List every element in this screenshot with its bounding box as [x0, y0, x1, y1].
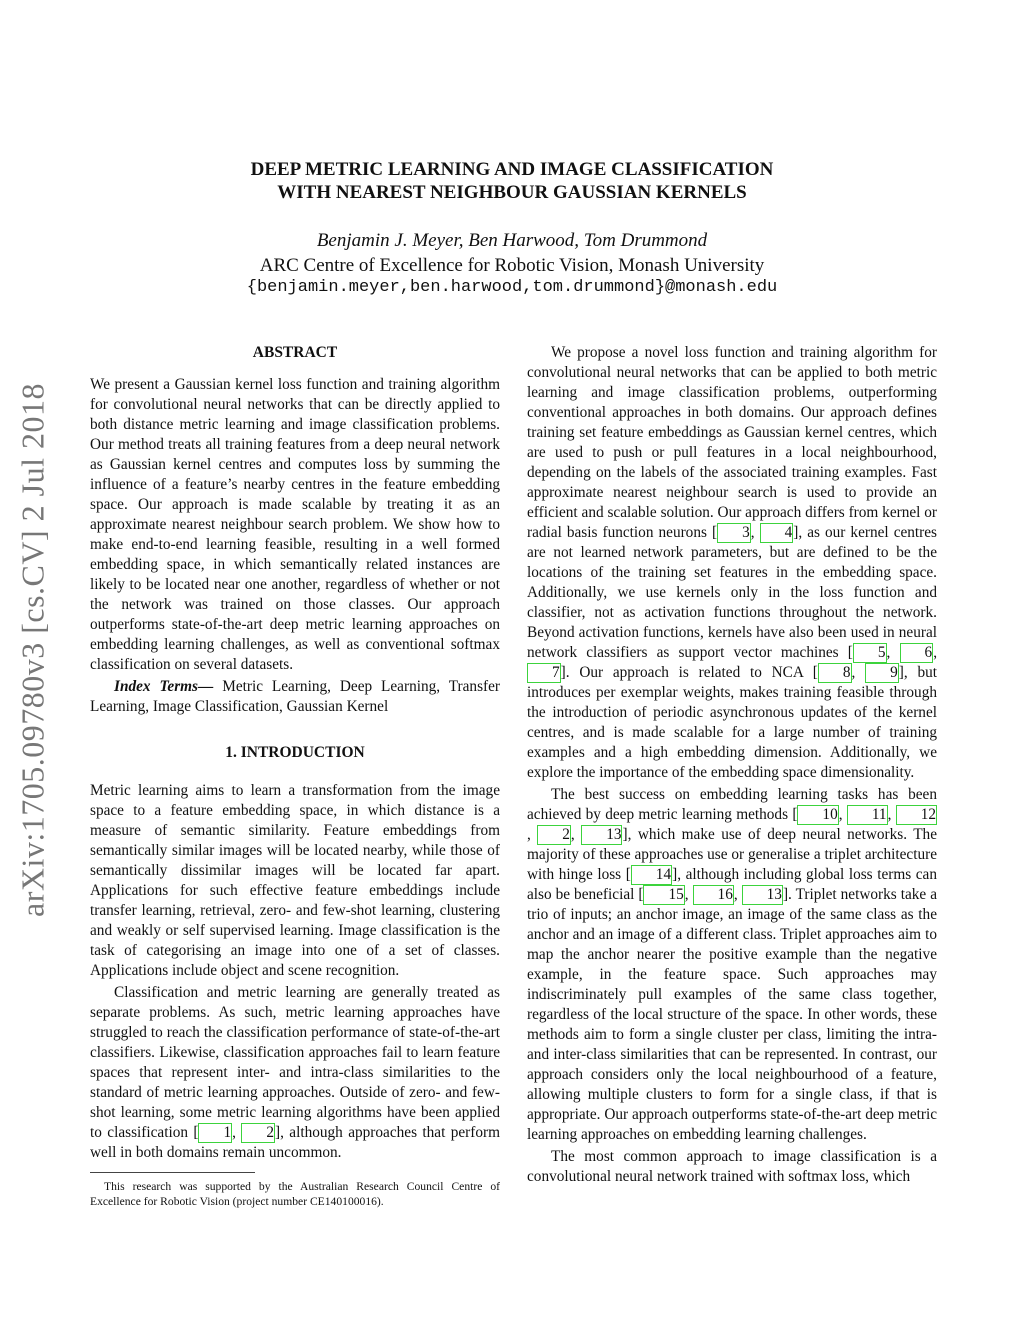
citation-link[interactable]: 5: [853, 643, 887, 663]
citation-link[interactable]: 4: [760, 523, 794, 543]
citation-link[interactable]: 13: [742, 885, 783, 905]
index-terms: [90, 677, 500, 717]
citation-link[interactable]: 3: [717, 523, 751, 543]
citation-link[interactable]: 1: [198, 1123, 232, 1143]
intro-paragraph-2: Classification and metric learning are generally treated as separate problems. As such, metric learning approaches have struggled to reach the classification performance of state-of-the-art classifiers. Likewise, classification approaches fail to learn feature spaces that represent inter- and intra-class similarities to the standard of metric learning approaches. Outside of zero- and few-shot learning, some metric learning algorithms have been applied to classification [ 1, 2], although approaches that perform well in both domains remain uncommon.: [90, 984, 500, 1161]
right-column: [527, 343, 937, 1187]
intro-paragraph-1: Metric learning aims to learn a transformation from the image space to a feature embedding space, in which distance is a measure of semantic similarity. Feature embeddings from semantically similar images will be located nearby, while those of semantically dissimilar images will be located far apart. Applications for such effective feature embeddings include transfer learning, retrieval, zero- and few-shot learning, clustering and weakly or self supervised learning. Image classification is the task of categorising an image into one of a set of classes. Applications include object and scene recognition.: [90, 782, 500, 979]
citation-link[interactable]: 8: [818, 663, 852, 683]
citation-link[interactable]: 7: [527, 663, 561, 683]
footnote: This research was supported by the Australian Research Council Centre of Excellence for Robotic Vision (project number CE140100016).: [90, 1180, 500, 1208]
citation-link[interactable]: 9: [865, 663, 899, 683]
citation-link[interactable]: 13: [581, 825, 622, 845]
abstract-text: We present a Gaussian kernel loss function and training algorithm for convolutional neural networks that can be directly applied to both distance metric learning and image classification problems. Our method treats all training features from a deep neural network as Gaussian kernel centres and computes loss by summing the influence of a feature’s nearby centres in the feature embedding space. Our approach is made scalable by treating it as an approximate nearest neighbour search problem. We show how to make end-to-end learning feasible, resulting in a well formed embedding space, in which semantically related instances are likely to be located near one another, regardless of whether or not the network was trained on those classes. Our approach outperforms state-of-the-art deep metric learning approaches on embedding learning challenges, as well as conventional softmax classification on several datasets.: [90, 376, 500, 673]
title-line-2: WITH NEAREST NEIGHBOUR GAUSSIAN KERNELS: [277, 182, 747, 203]
arxiv-sidebar: [8, 370, 58, 930]
introduction-heading: 1. INTRODUCTION: [225, 744, 365, 761]
paper-title: [150, 158, 874, 204]
intro-paragraph-5: The most common approach to image classification is a convolutional neural network trained with softmax loss, which: [527, 1148, 937, 1185]
author-list: Benjamin J. Meyer, Ben Harwood, Tom Drummond: [316, 230, 708, 251]
affiliation: ARC Centre of Excellence for Robotic Vision, Monash University: [259, 255, 765, 276]
title-line-1: DEEP METRIC LEARNING AND IMAGE CLASSIFICATION: [250, 159, 774, 180]
index-terms-label: Index Terms—: [114, 678, 214, 695]
citation-link[interactable]: 10: [797, 805, 838, 825]
citation-link[interactable]: 12: [896, 805, 937, 825]
citation-link[interactable]: 14: [631, 865, 672, 885]
abstract-heading: ABSTRACT: [252, 344, 338, 361]
citation-link[interactable]: 2: [241, 1123, 275, 1143]
citation-link[interactable]: 16: [693, 885, 734, 905]
footnote-rule: [90, 1172, 255, 1173]
left-column: [90, 343, 500, 1163]
citation-link[interactable]: 11: [847, 805, 888, 825]
citation-link[interactable]: 15: [643, 885, 684, 905]
arxiv-identifier: arXiv:1705.09780v3 [cs.CV] 2 Jul 2018: [14, 382, 51, 918]
intro-paragraph-3: We propose a novel loss function and training algorithm for convolutional neural networks that can be applied to both metric learning and image classification problems, outperforming conventional approaches in both domains. Our approach defines training set feature embeddings as Gaussian kernel centres, which are used to push or pull features in a local neighbourhood, depending on the labels of the associated training examples. Fast approximate nearest neighbour search is used to provide an efficient and scalable solution. Our approach differs from kernel or radial basis function neurons [ 3, 4], as our kernel centres are not learned network parameters, but are defined to be the locations of the training set features in the embedding space. Additionally, we use kernels only in the loss function and classifier, not as activation functions throughout the network. Beyond activation functions, kernels have also been used in neural network classifiers as support vector machines [ 5, 6, 7]. Our approach is related to NCA [ 8, 9], but introduces per exemplar weights, makes training feasible through the introduction of periodic asynchronous updates of the kernel centres, and is made scalable for a large number of training examples and a high embedding dimension. Additionally, we explore the importance of the embedding space dimensionality.: [527, 344, 938, 781]
citation-link[interactable]: 6: [900, 643, 934, 663]
citation-link[interactable]: 2: [537, 825, 571, 845]
author-emails: {benjamin.meyer,ben.harwood,tom.drummond}@monash.edu: [246, 278, 778, 297]
intro-paragraph-4: The best success on embedding learning tasks has been achieved by deep metric learning methods [ 10, 11, 12, 2, 13], which make use of deep neural networks. The majority of these approaches use or generalise a triplet architecture with hinge loss [ 14], although including global loss terms can also be beneficial [ 15, 16, 13]. Triplet networks take a trio of inputs; an anchor image, an image of the same class as the anchor and an image of a different class. Triplet approaches aim to map the anchor nearer the positive example than the negative example, in the feature space. Such approaches may indiscriminately pull examples of the same class together, regardless of the local structure of the space. In other words, these methods aim to form a single cluster per class, limiting the intra- and inter-class similarities that can be represented. In contrast, our approach considers only the local neighbourhood of a feature, allowing multiple clusters to form for a single class, if that is appropriate. Our approach outperforms state-of-the-art deep metric learning approaches on embedding learning challenges.: [527, 786, 937, 1143]
index-terms-text: Metric Learning, Deep Learning, Transfer Learning, Image Classification, Gaussian Kernel: [90, 678, 500, 715]
